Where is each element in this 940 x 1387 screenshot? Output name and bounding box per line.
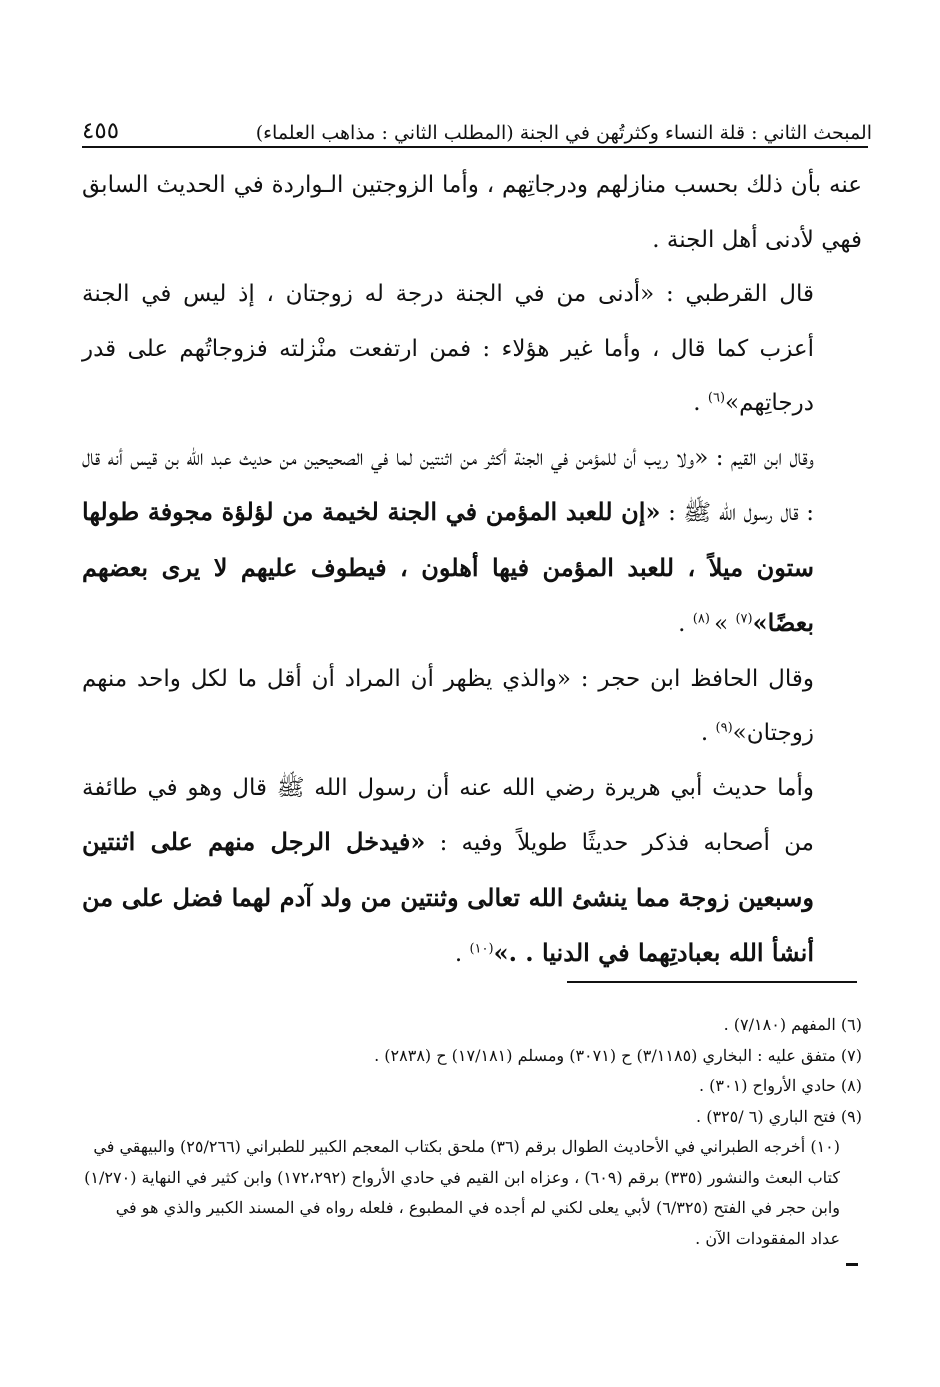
footnote-ref-10[interactable]: (١٠) — [469, 941, 494, 957]
page-header — [82, 104, 872, 144]
paragraph-5-end: . — [454, 941, 470, 967]
paragraph-2 — [82, 267, 862, 431]
footnote-10: (١٠) أخرجه الطبراني في الأحاديث الطوال برقم (٣٦) ملحق بكتاب المعجم الكبير للطبراني (٢٥/٢٦٦) والبيهقي في كتاب البعث والنشور (٣٣٥) برقم (٦٠٩) ، وعزاه ابن القيم في حادي الأرواح (١٧٢،٢٩٢) وابن كثير في النهاية (١/٢٧٠) وابن حجر في الفتح (٦/٣٢٥) لأبي يعلى لكني لم أجده في المطبوع ، فلعله رواه في المسند الكبير والذي هو في عداد المفقودات الآن . — [84, 1137, 840, 1248]
paragraph-1-text: عنه بأن ذلك بحسب منازلهم ودرجاتِهم ، وأما الزوجتين الـواردة في الحديث السابق فهي لأدنى أهل الجنة . — [82, 172, 862, 253]
hadith-quote-1: «إن للعبد المؤمن في الجنة لخيمة من لؤلؤة مجوفة طولها ستون ميلاً ، للعبد المؤمن فيها أهلون ، فيطوف عليهم لا يرى بعضهم بعضًا» — [82, 497, 814, 637]
footnote-6: (٦) المفهم (٧/١٨٠) . — [723, 1015, 862, 1034]
paragraph-3 — [82, 431, 862, 652]
continuation-mark — [846, 1263, 858, 1266]
footnote-ref-6[interactable]: (٦) — [707, 390, 726, 406]
paragraph-1 — [82, 158, 862, 267]
paragraph-3-text: وقال ابن القيم : «ولا ريب أن للمؤمن في الجنة أكثر من اثنتين لما في الصحيحين من حديث عبد الله بن قيس أنه قال : قال رسول الله ﷺ : — [82, 444, 814, 526]
footnote-ref-8[interactable]: (٨) — [692, 611, 715, 627]
running-header-title: المبحث الثاني : قلة النساء وكثرتُهن في الجنة (المطلب الثاني : مذاهب العلماء) — [255, 122, 872, 144]
paragraph-5-text: وأما حديث أبي هريرة رضي الله عنه أن رسول الله ﷺ قال وهو في طائفة من أصحابه فذكر حديثًا طويلاً وفيه : — [82, 774, 814, 856]
paragraph-3-end: . — [678, 611, 693, 637]
paragraph-4 — [82, 652, 862, 761]
main-text — [82, 158, 862, 982]
footnote-divider — [567, 981, 857, 983]
footnote-8: (٨) حادي الأرواح (٣٠١) . — [699, 1076, 862, 1095]
paragraph-5 — [82, 761, 862, 982]
footnote-ref-7[interactable]: (٧) — [735, 611, 753, 627]
footnote-7: (٧) متفق عليه : البخاري (٣/١١٨٥) ح (٣٠٧١) ومسلم (١٧/١٨١) ح (٢٨٣٨) . — [374, 1045, 862, 1065]
footnote-ref-9[interactable]: (٩) — [715, 720, 733, 736]
page-number: ٤٥٥ — [82, 118, 120, 144]
hadith-quote-2: «فيدخل الرجل منهم على اثنتين وسبعين زوجة مما ينشئ الله تعالى وثنتين من ولد آدم لهما فضل على من أنشأ الله بعبادتِهما في الدنيا . .» — [82, 827, 814, 967]
paragraph-2-text: قال القرطبي : «أدنى من في الجنة درجة له زوجتان ، إذ ليس في الجنة أعزب كما قال ، وأما غير هؤلاء : فمن ارتفعت منْزلته فزوجاتُهم على قدر درجاتِهم» — [82, 281, 814, 416]
paragraph-3-close-quote: » — [714, 611, 736, 637]
paragraph-2-end: . — [693, 390, 708, 416]
paragraph-4-text: وقال الحافظ ابن حجر : «والذي يظهر أن المراد أن أقل ما لكل واحد منهم زوجتان» — [82, 665, 814, 746]
footnotes — [82, 1010, 862, 1254]
header-divider — [82, 146, 868, 148]
paragraph-4-end: . — [700, 720, 716, 746]
footnote-9: (٩) فتح الباري (٦ /٣٢٥) . — [696, 1106, 862, 1126]
